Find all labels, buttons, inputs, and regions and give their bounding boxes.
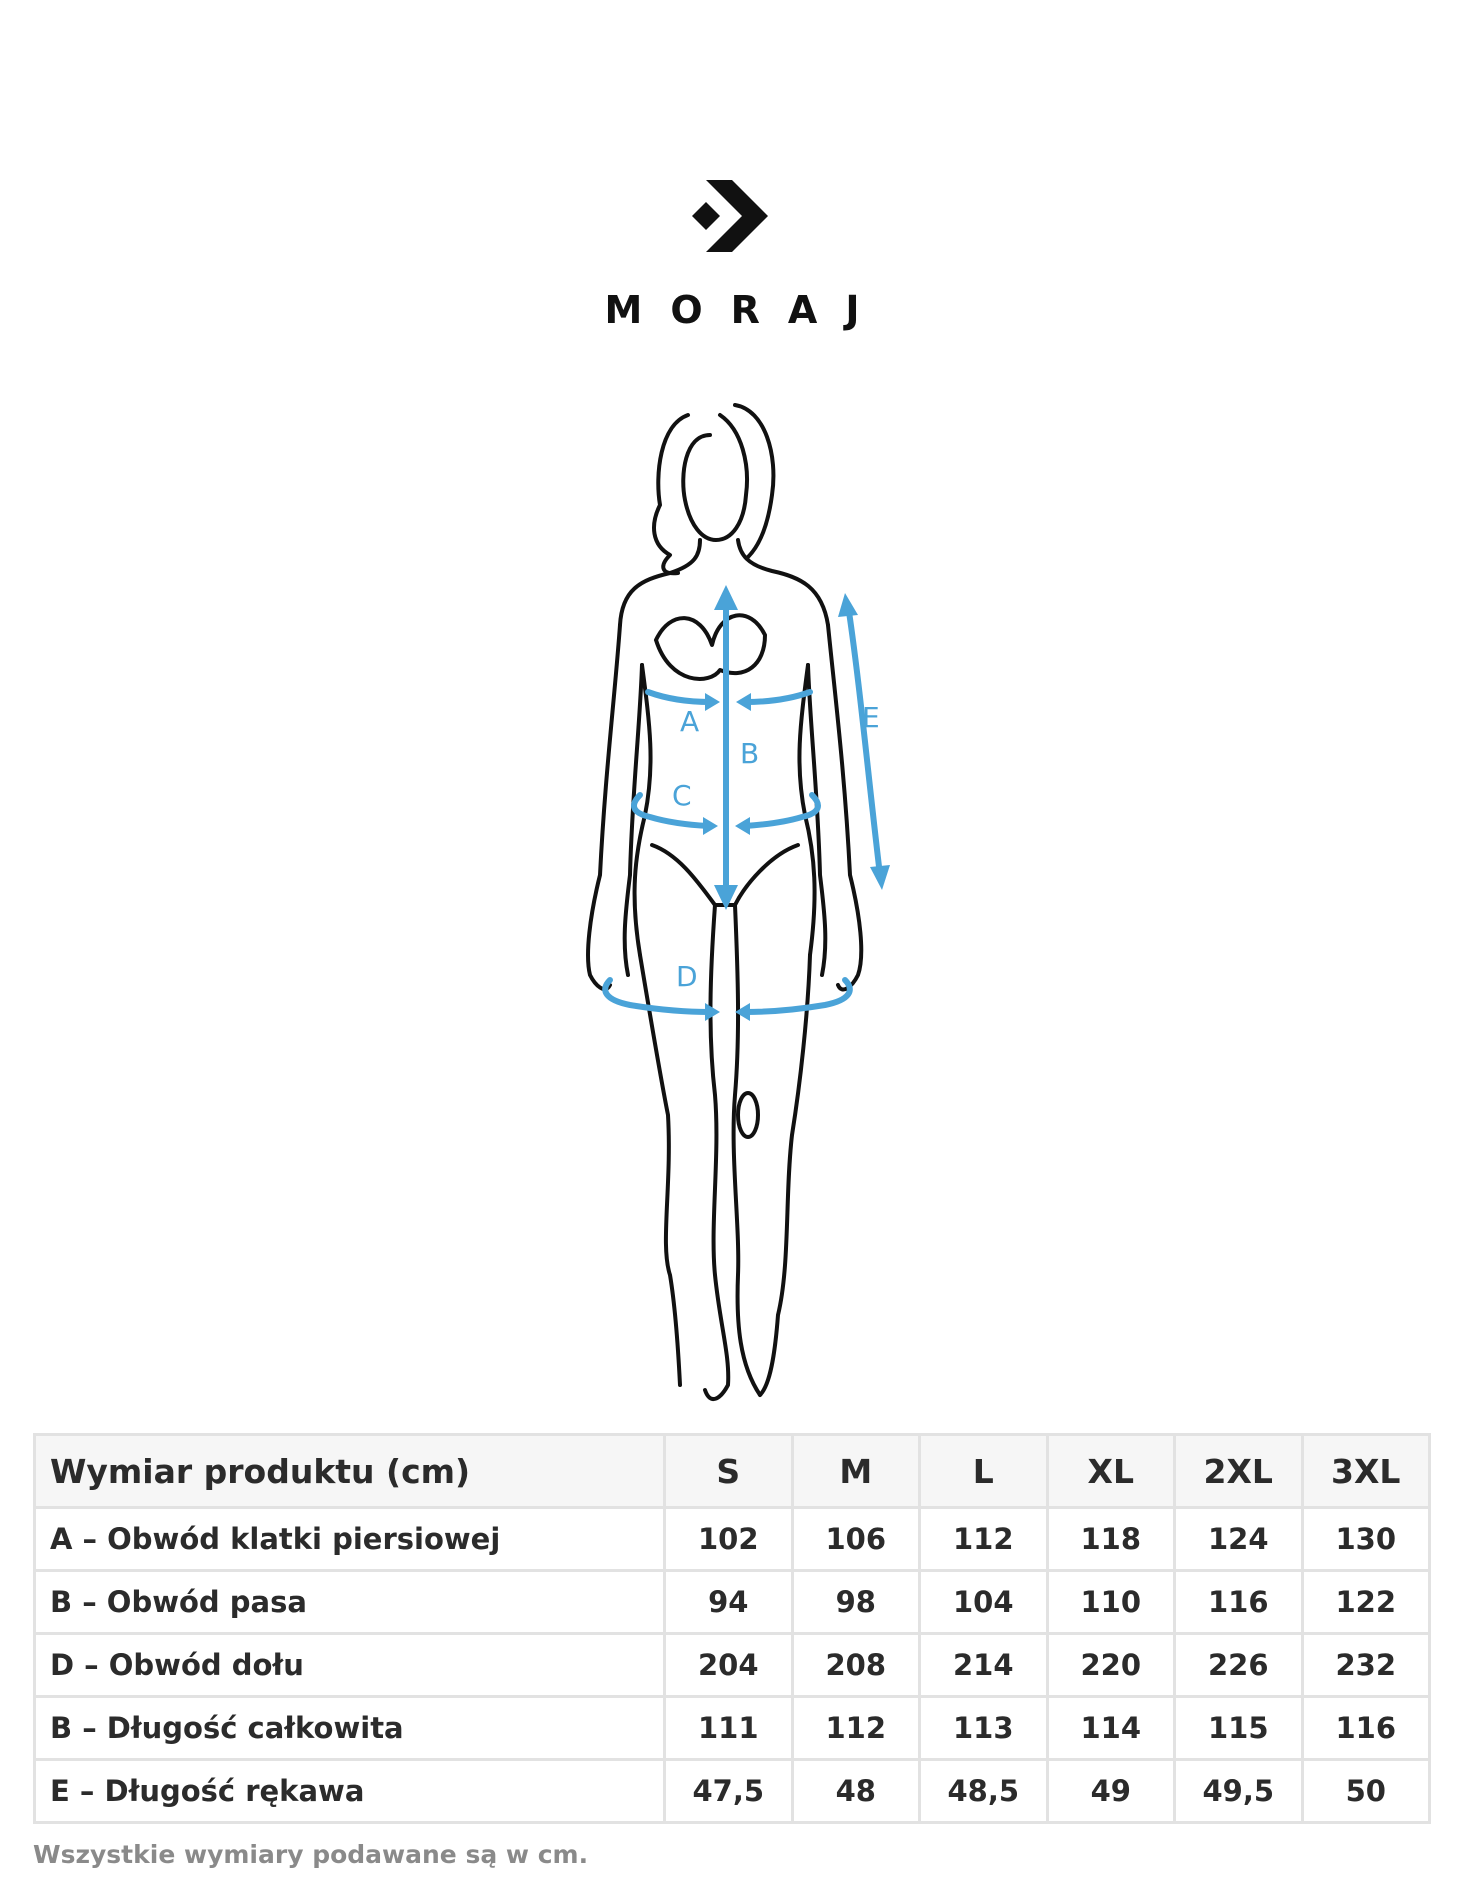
moraj-chevron-logo-icon [692, 180, 772, 252]
woman-body-outline-icon [560, 395, 920, 1415]
table-row [35, 1697, 1430, 1760]
footnote: Wszystkie wymiary podawane są w cm. [33, 1840, 589, 1869]
cell-value: 102 [665, 1508, 793, 1571]
table-row [35, 1571, 1430, 1634]
size-table [33, 1433, 1431, 1824]
header-label: Wymiar produktu (cm) [35, 1435, 665, 1508]
table-row [35, 1760, 1430, 1823]
cell-value: 112 [920, 1508, 1048, 1571]
cell-value: 111 [665, 1697, 793, 1760]
brand-logo [0, 180, 1464, 332]
header-size: XL [1047, 1435, 1175, 1508]
brand-name: MORAJ [604, 288, 888, 332]
cell-value: 106 [792, 1508, 920, 1571]
header-size: S [665, 1435, 793, 1508]
table-header-row [35, 1435, 1430, 1508]
cell-value: 226 [1175, 1634, 1303, 1697]
cell-value: 50 [1302, 1760, 1430, 1823]
cell-value: 48,5 [920, 1760, 1048, 1823]
label-d: D [676, 960, 698, 993]
header-size: 2XL [1175, 1435, 1303, 1508]
cell-value: 116 [1302, 1697, 1430, 1760]
label-b: B [740, 737, 760, 770]
table-row [35, 1634, 1430, 1697]
cell-value: 113 [920, 1697, 1048, 1760]
header-size: L [920, 1435, 1048, 1508]
cell-value: 47,5 [665, 1760, 793, 1823]
cell-value: 48 [792, 1760, 920, 1823]
label-a: A [680, 705, 700, 738]
cell-value: 110 [1047, 1571, 1175, 1634]
cell-value: 104 [920, 1571, 1048, 1634]
row-label: B – Obwód pasa [35, 1571, 665, 1634]
cell-value: 220 [1047, 1634, 1175, 1697]
row-label: B – Długość całkowita [35, 1697, 665, 1760]
cell-value: 98 [792, 1571, 920, 1634]
cell-value: 112 [792, 1697, 920, 1760]
header-size: M [792, 1435, 920, 1508]
cell-value: 49 [1047, 1760, 1175, 1823]
row-label: A – Obwód klatki piersiowej [35, 1508, 665, 1571]
row-label: D – Obwód dołu [35, 1634, 665, 1697]
label-c: C [672, 779, 692, 812]
cell-value: 49,5 [1175, 1760, 1303, 1823]
cell-value: 204 [665, 1634, 793, 1697]
cell-value: 122 [1302, 1571, 1430, 1634]
cell-value: 130 [1302, 1508, 1430, 1571]
cell-value: 115 [1175, 1697, 1303, 1760]
cell-value: 114 [1047, 1697, 1175, 1760]
cell-value: 94 [665, 1571, 793, 1634]
label-e: E [862, 701, 880, 734]
row-label: E – Długość rękawa [35, 1760, 665, 1823]
cell-value: 208 [792, 1634, 920, 1697]
table-row [35, 1508, 1430, 1571]
header-size: 3XL [1302, 1435, 1430, 1508]
cell-value: 214 [920, 1634, 1048, 1697]
cell-value: 232 [1302, 1634, 1430, 1697]
cell-value: 118 [1047, 1508, 1175, 1571]
cell-value: 116 [1175, 1571, 1303, 1634]
cell-value: 124 [1175, 1508, 1303, 1571]
